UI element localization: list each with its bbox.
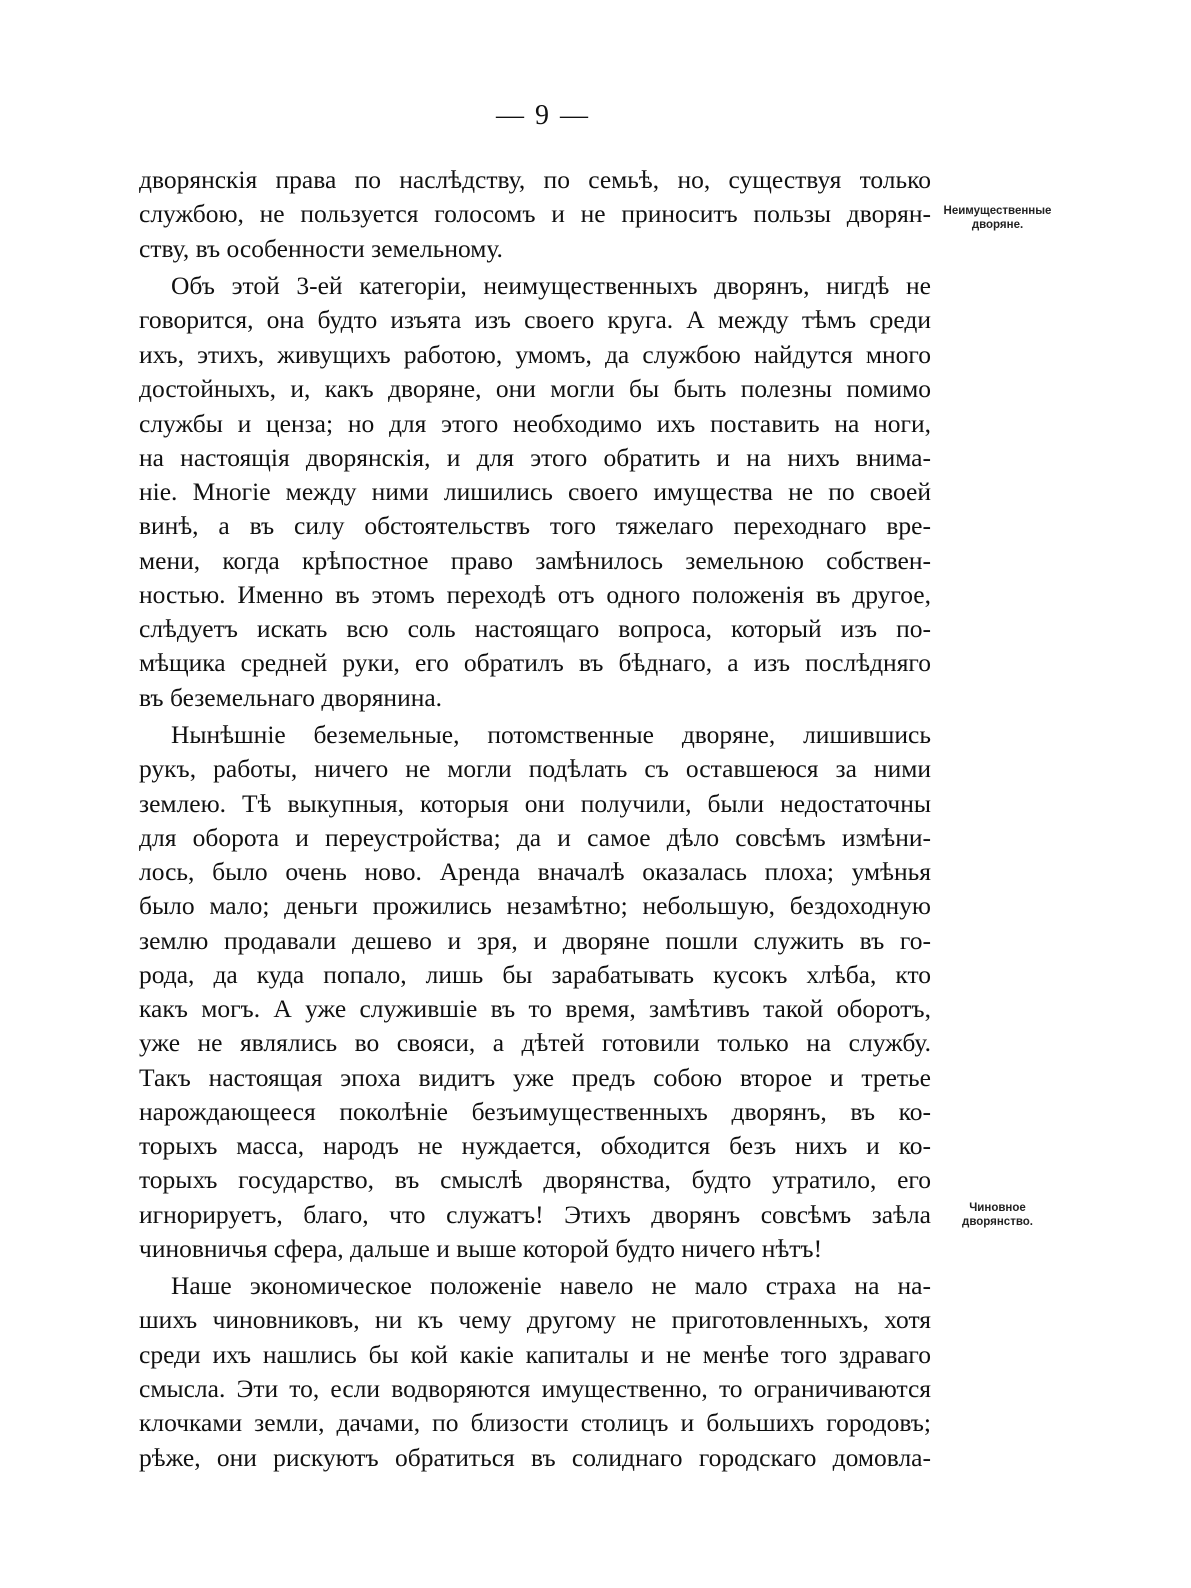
text-line: ніе. Многіе между ними лишились своего имущества не по своей xyxy=(139,477,931,506)
text-line: рѣже, они рискуютъ обратиться въ солиднаго городскаго домовла- xyxy=(139,1443,931,1472)
text-line: для оборота и переустройства; да и самое дѣло совсѣмъ измѣни- xyxy=(139,823,931,852)
text-line: на настоящія дворянскія, и для этого обратить и на нихъ внима- xyxy=(139,443,931,472)
text-line: Наше экономическое положеніе навело не мало страха на на- xyxy=(171,1271,931,1300)
text-line: среди ихъ нашлись бы кой какіе капиталы и не менѣе того здраваго xyxy=(139,1340,931,1369)
text-line: чиновничья сфера, дальше и выше которой будто ничего нѣтъ! xyxy=(139,1234,823,1263)
text-line: землю продавали дешево и зря, и дворяне пошли служить въ го- xyxy=(139,926,931,955)
text-line: дворянскія права по наслѣдству, по семьѣ, но, существуя только xyxy=(139,165,931,194)
text-line: ностью. Именно въ этомъ переходѣ отъ одного положенія въ другое, xyxy=(139,580,931,609)
text-line: шихъ чиновниковъ, ни къ чему другому не приготовленныхъ, хотя xyxy=(139,1305,931,1334)
text-line: торыхъ масса, народъ не нуждается, обходится безъ нихъ и ко- xyxy=(139,1131,931,1160)
text-line: нарождающееся поколѣніе безъимущественныхъ дворянъ, въ ко- xyxy=(139,1097,931,1126)
text-line: рода, да куда попало, лишь бы зарабатывать кусокъ хлѣба, кто xyxy=(139,960,931,989)
text-line: слѣдуетъ искать всю соль настоящаго вопроса, который изъ по- xyxy=(139,614,931,643)
text-line: рукъ, работы, ничего не могли подѣлать съ оставшеюся за ними xyxy=(139,754,931,783)
text-line: ихъ, этихъ, живущихъ работою, умомъ, да службою найдутся много xyxy=(139,340,931,369)
text-line: смысла. Эти то, если водворяются имущественно, то ограничиваются xyxy=(139,1374,931,1403)
text-line: въ беземельнаго дворянина. xyxy=(139,683,443,712)
text-line: службы и ценза; но для этого необходимо ихъ поставить на ноги, xyxy=(139,409,931,438)
text-line: клочками земли, дачами, по близости столицъ и большихъ городовъ; xyxy=(139,1408,931,1437)
text-line: лось, было очень ново. Аренда вначалѣ оказалась плоха; умѣнья xyxy=(139,857,931,886)
text-line: винѣ, а въ силу обстоятельствъ того тяжелаго переходнаго вре- xyxy=(139,511,931,540)
margin-note-unpropertied-nobles: Неимущественные дворяне. xyxy=(943,205,1052,231)
text-line: Такъ настоящая эпоха видитъ уже предъ собою второе и третье xyxy=(139,1063,931,1092)
text-line: ству, въ особенности земельному. xyxy=(139,234,503,263)
text-line: Объ этой 3-ей категоріи, неимущественныхъ дворянъ, нигдѣ не xyxy=(171,271,931,300)
text-line: уже не являлись во свояси, а дѣтей готовили только на службу. xyxy=(139,1028,931,1057)
text-line: мени, когда крѣпостное право замѣнилось земельною собствен- xyxy=(139,546,931,575)
text-line: было мало; деньги прожились незамѣтно; небольшую, бездоходную xyxy=(139,891,931,920)
text-line: Нынѣшніе беземельные, потомственные дворяне, лишившись xyxy=(171,720,931,749)
text-line: какъ могъ. А уже служившіе въ то время, замѣтивъ такой оборотъ, xyxy=(139,994,931,1023)
text-line: службою, не пользуется голосомъ и не приноситъ пользы дворян- xyxy=(139,199,931,228)
text-line: говорится, она будто изъята изъ своего круга. А между тѣмъ среди xyxy=(139,305,931,334)
text-line: мѣщика средней руки, его обратилъ въ бѣднаго, а изъ послѣдняго xyxy=(139,648,931,677)
text-line: игнорируетъ, благо, что служатъ! Этихъ дворянъ совсѣмъ заѣла xyxy=(139,1200,931,1229)
margin-note-official-nobility: Чиновное дворянство. xyxy=(962,1202,1033,1228)
text-line: землею. Тѣ выкупныя, которыя они получили, были недостаточны xyxy=(139,789,931,818)
page-number: — 9 — xyxy=(496,100,590,131)
text-line: торыхъ государство, въ смыслѣ дворянства, будто утратило, его xyxy=(139,1165,931,1194)
text-line: достойныхъ, и, какъ дворяне, они могли бы быть полезны помимо xyxy=(139,374,931,403)
